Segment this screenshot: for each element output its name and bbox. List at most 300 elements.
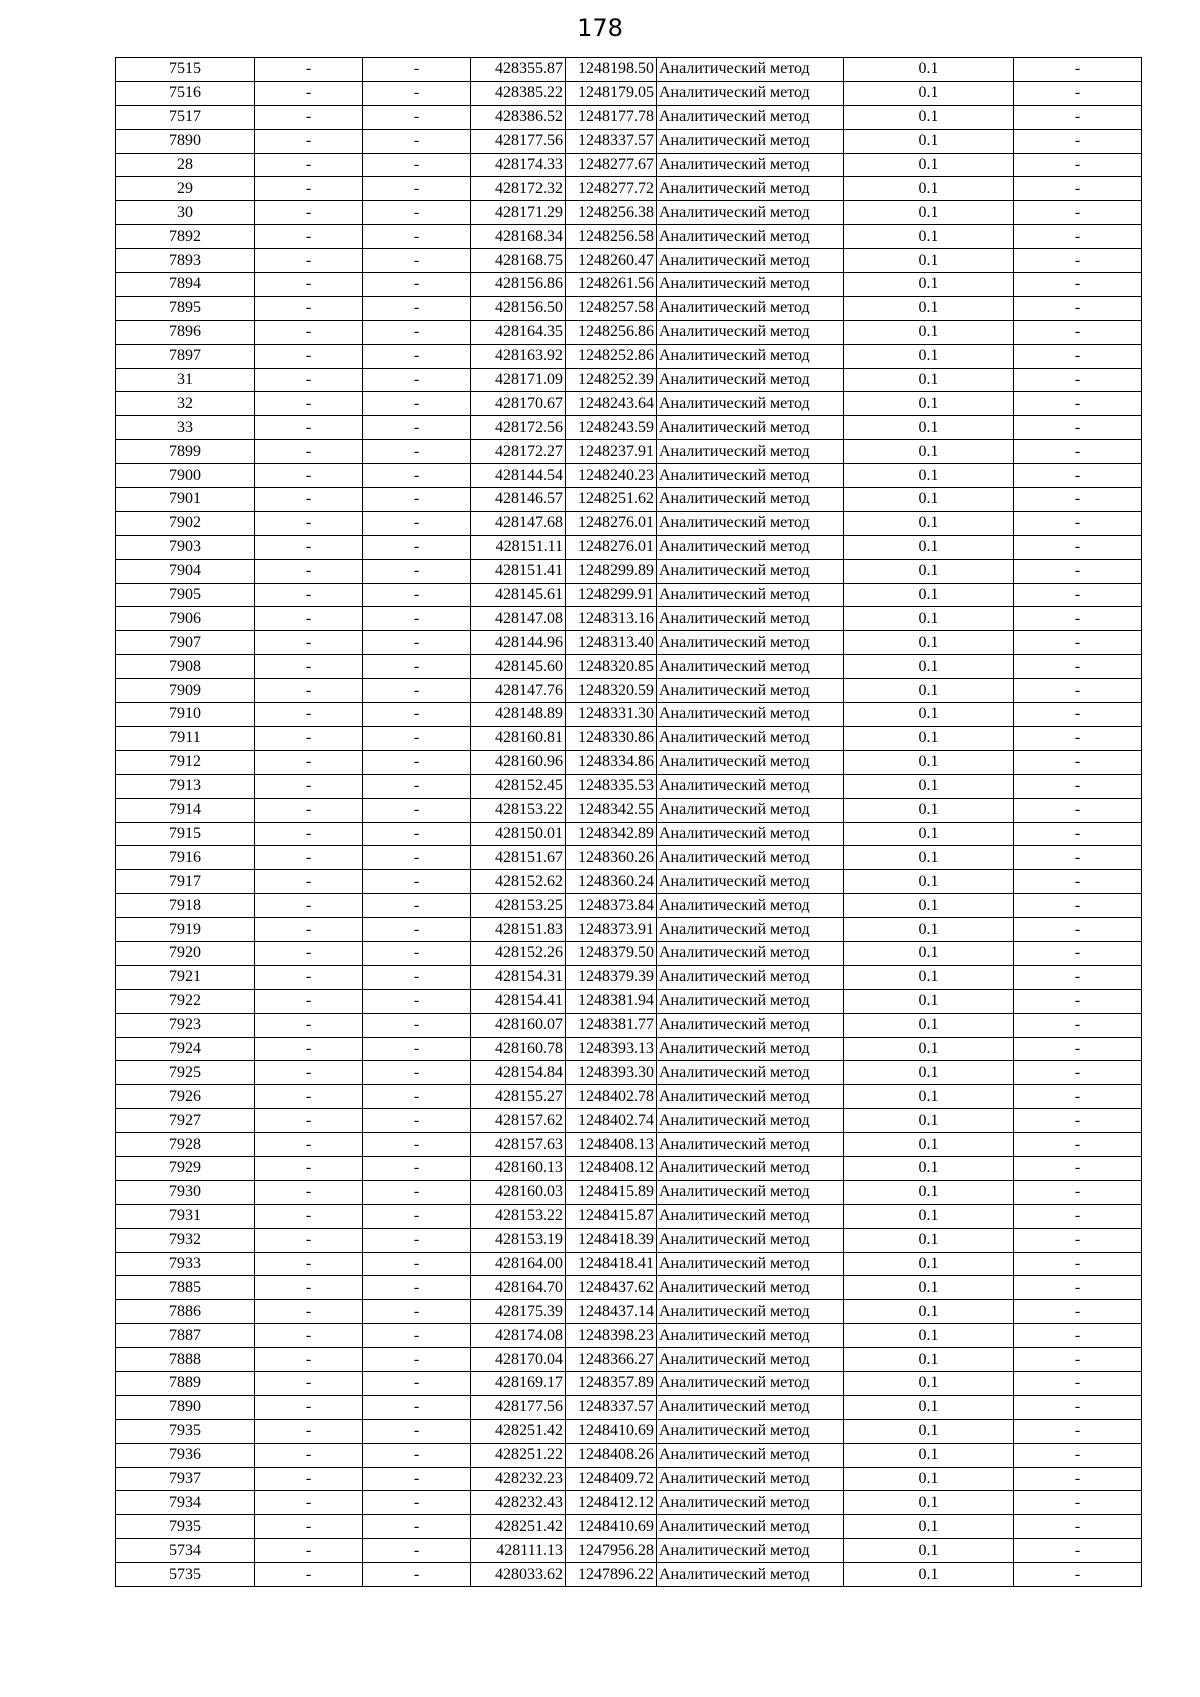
accuracy-cell: 0.1 (844, 1109, 1014, 1133)
accuracy-cell: 0.1 (844, 105, 1014, 129)
accuracy-cell: 0.1 (844, 249, 1014, 273)
method-cell: Аналитический метод (657, 320, 844, 344)
accuracy-cell: 0.1 (844, 559, 1014, 583)
coord-x-cell: 428386.52 (471, 105, 566, 129)
point-number-cell: 7913 (116, 774, 255, 798)
point-number-cell: 7904 (116, 559, 255, 583)
accuracy-cell: 0.1 (844, 1300, 1014, 1324)
accuracy-cell: 0.1 (844, 177, 1014, 201)
cell-empty-a-cell: - (255, 1491, 363, 1515)
accuracy-cell: 0.1 (844, 607, 1014, 631)
table-row (116, 320, 1142, 344)
cell-empty-c-cell: - (1014, 1204, 1142, 1228)
method-cell: Аналитический метод (657, 1013, 844, 1037)
coord-x-cell: 428172.32 (471, 177, 566, 201)
cell-empty-c-cell: - (1014, 870, 1142, 894)
table-row (116, 918, 1142, 942)
cell-empty-a-cell: - (255, 679, 363, 703)
method-cell: Аналитический метод (657, 392, 844, 416)
cell-empty-a-cell: - (255, 1085, 363, 1109)
coord-y-cell: 1248381.94 (566, 989, 657, 1013)
cell-empty-a-cell: - (255, 129, 363, 153)
cell-empty-c-cell: - (1014, 58, 1142, 82)
cell-empty-c-cell: - (1014, 1443, 1142, 1467)
cell-empty-b-cell: - (363, 989, 471, 1013)
cell-empty-b-cell: - (363, 1371, 471, 1395)
point-number-cell: 5734 (116, 1539, 255, 1563)
cell-empty-a-cell: - (255, 368, 363, 392)
accuracy-cell: 0.1 (844, 1228, 1014, 1252)
point-number-cell: 7892 (116, 225, 255, 249)
table-row (116, 464, 1142, 488)
cell-empty-c-cell: - (1014, 344, 1142, 368)
coord-x-cell: 428145.60 (471, 655, 566, 679)
cell-empty-a-cell: - (255, 440, 363, 464)
cell-empty-c-cell: - (1014, 1276, 1142, 1300)
accuracy-cell: 0.1 (844, 989, 1014, 1013)
table-row (116, 989, 1142, 1013)
table-row (116, 488, 1142, 512)
coord-x-cell: 428177.56 (471, 129, 566, 153)
cell-empty-a-cell: - (255, 225, 363, 249)
accuracy-cell: 0.1 (844, 1085, 1014, 1109)
cell-empty-b-cell: - (363, 1324, 471, 1348)
cell-empty-b-cell: - (363, 249, 471, 273)
coord-x-cell: 428145.61 (471, 583, 566, 607)
table-row (116, 1109, 1142, 1133)
point-number-cell: 7887 (116, 1324, 255, 1348)
table-row (116, 416, 1142, 440)
method-cell: Аналитический метод (657, 1467, 844, 1491)
coord-y-cell: 1248337.57 (566, 1395, 657, 1419)
cell-empty-b-cell: - (363, 1204, 471, 1228)
table-row (116, 679, 1142, 703)
cell-empty-a-cell: - (255, 1276, 363, 1300)
cell-empty-a-cell: - (255, 1563, 363, 1587)
table-row (116, 296, 1142, 320)
point-number-cell: 7897 (116, 344, 255, 368)
coord-x-cell: 428171.29 (471, 201, 566, 225)
cell-empty-b-cell: - (363, 1467, 471, 1491)
cell-empty-b-cell: - (363, 225, 471, 249)
cell-empty-a-cell: - (255, 1133, 363, 1157)
coord-y-cell: 1248402.78 (566, 1085, 657, 1109)
method-cell: Аналитический метод (657, 1085, 844, 1109)
cell-empty-a-cell: - (255, 1371, 363, 1395)
cell-empty-a-cell: - (255, 58, 363, 82)
coord-x-cell: 428164.00 (471, 1252, 566, 1276)
method-cell: Аналитический метод (657, 1156, 844, 1180)
point-number-cell: 7515 (116, 58, 255, 82)
accuracy-cell: 0.1 (844, 1324, 1014, 1348)
point-number-cell: 7912 (116, 750, 255, 774)
cell-empty-a-cell: - (255, 774, 363, 798)
table-row (116, 225, 1142, 249)
cell-empty-b-cell: - (363, 440, 471, 464)
coord-y-cell: 1248335.53 (566, 774, 657, 798)
cell-empty-b-cell: - (363, 726, 471, 750)
coord-x-cell: 428160.81 (471, 726, 566, 750)
table-row (116, 1348, 1142, 1372)
coord-x-cell: 428232.43 (471, 1491, 566, 1515)
coord-x-cell: 428160.03 (471, 1180, 566, 1204)
coord-y-cell: 1248408.13 (566, 1133, 657, 1157)
coord-y-cell: 1247956.28 (566, 1539, 657, 1563)
point-number-cell: 28 (116, 153, 255, 177)
method-cell: Аналитический метод (657, 296, 844, 320)
coord-y-cell: 1248320.85 (566, 655, 657, 679)
coord-y-cell: 1248313.16 (566, 607, 657, 631)
cell-empty-a-cell: - (255, 1539, 363, 1563)
cell-empty-b-cell: - (363, 273, 471, 297)
cell-empty-c-cell: - (1014, 535, 1142, 559)
coord-x-cell: 428171.09 (471, 368, 566, 392)
cell-empty-c-cell: - (1014, 559, 1142, 583)
cell-empty-b-cell: - (363, 1013, 471, 1037)
table-row (116, 392, 1142, 416)
cell-empty-b-cell: - (363, 894, 471, 918)
coord-y-cell: 1248415.87 (566, 1204, 657, 1228)
coord-x-cell: 428152.62 (471, 870, 566, 894)
cell-empty-c-cell: - (1014, 1539, 1142, 1563)
accuracy-cell: 0.1 (844, 440, 1014, 464)
method-cell: Аналитический метод (657, 1539, 844, 1563)
table-row (116, 153, 1142, 177)
method-cell: Аналитический метод (657, 511, 844, 535)
cell-empty-b-cell: - (363, 1443, 471, 1467)
cell-empty-b-cell: - (363, 1252, 471, 1276)
cell-empty-c-cell: - (1014, 583, 1142, 607)
table-row (116, 1443, 1142, 1467)
coord-x-cell: 428163.92 (471, 344, 566, 368)
table-row (116, 344, 1142, 368)
coord-y-cell: 1248320.59 (566, 679, 657, 703)
point-number-cell: 7924 (116, 1037, 255, 1061)
table-row (116, 249, 1142, 273)
cell-empty-c-cell: - (1014, 1180, 1142, 1204)
cell-empty-c-cell: - (1014, 1348, 1142, 1372)
cell-empty-b-cell: - (363, 1133, 471, 1157)
point-number-cell: 7910 (116, 703, 255, 727)
point-number-cell: 7903 (116, 535, 255, 559)
cell-empty-a-cell: - (255, 583, 363, 607)
coord-x-cell: 428174.33 (471, 153, 566, 177)
cell-empty-a-cell: - (255, 1395, 363, 1419)
table-row (116, 129, 1142, 153)
coord-y-cell: 1248418.41 (566, 1252, 657, 1276)
cell-empty-b-cell: - (363, 1563, 471, 1587)
cell-empty-c-cell: - (1014, 225, 1142, 249)
method-cell: Аналитический метод (657, 726, 844, 750)
point-number-cell: 29 (116, 177, 255, 201)
cell-empty-c-cell: - (1014, 1395, 1142, 1419)
method-cell: Аналитический метод (657, 1563, 844, 1587)
method-cell: Аналитический метод (657, 631, 844, 655)
cell-empty-c-cell: - (1014, 320, 1142, 344)
cell-empty-a-cell: - (255, 989, 363, 1013)
point-number-cell: 7925 (116, 1061, 255, 1085)
table-row (116, 511, 1142, 535)
table-row (116, 1515, 1142, 1539)
accuracy-cell: 0.1 (844, 798, 1014, 822)
coord-y-cell: 1248373.84 (566, 894, 657, 918)
cell-empty-c-cell: - (1014, 440, 1142, 464)
cell-empty-a-cell: - (255, 201, 363, 225)
accuracy-cell: 0.1 (844, 1276, 1014, 1300)
method-cell: Аналитический метод (657, 1395, 844, 1419)
coord-y-cell: 1248379.50 (566, 941, 657, 965)
coord-y-cell: 1248366.27 (566, 1348, 657, 1372)
coord-x-cell: 428170.67 (471, 392, 566, 416)
point-number-cell: 7927 (116, 1109, 255, 1133)
cell-empty-c-cell: - (1014, 846, 1142, 870)
coord-y-cell: 1248243.59 (566, 416, 657, 440)
cell-empty-b-cell: - (363, 511, 471, 535)
coord-y-cell: 1248409.72 (566, 1467, 657, 1491)
cell-empty-a-cell: - (255, 1419, 363, 1443)
cell-empty-a-cell: - (255, 249, 363, 273)
method-cell: Аналитический метод (657, 798, 844, 822)
method-cell: Аналитический метод (657, 1348, 844, 1372)
table-row (116, 1419, 1142, 1443)
coord-y-cell: 1248277.67 (566, 153, 657, 177)
accuracy-cell: 0.1 (844, 511, 1014, 535)
cell-empty-a-cell: - (255, 1013, 363, 1037)
method-cell: Аналитический метод (657, 464, 844, 488)
coord-x-cell: 428155.27 (471, 1085, 566, 1109)
cell-empty-a-cell: - (255, 941, 363, 965)
method-cell: Аналитический метод (657, 249, 844, 273)
cell-empty-c-cell: - (1014, 105, 1142, 129)
coord-x-cell: 428151.41 (471, 559, 566, 583)
accuracy-cell: 0.1 (844, 488, 1014, 512)
coord-x-cell: 428355.87 (471, 58, 566, 82)
point-number-cell: 7928 (116, 1133, 255, 1157)
coord-y-cell: 1248393.13 (566, 1037, 657, 1061)
coord-y-cell: 1248240.23 (566, 464, 657, 488)
coord-y-cell: 1248256.58 (566, 225, 657, 249)
accuracy-cell: 0.1 (844, 583, 1014, 607)
coord-x-cell: 428160.78 (471, 1037, 566, 1061)
point-number-cell: 7935 (116, 1419, 255, 1443)
table-row (116, 201, 1142, 225)
method-cell: Аналитический метод (657, 273, 844, 297)
point-number-cell: 7926 (116, 1085, 255, 1109)
point-number-cell: 7889 (116, 1371, 255, 1395)
table-row (116, 535, 1142, 559)
cell-empty-b-cell: - (363, 870, 471, 894)
cell-empty-a-cell: - (255, 320, 363, 344)
table-row (116, 798, 1142, 822)
table-row (116, 1061, 1142, 1085)
accuracy-cell: 0.1 (844, 1395, 1014, 1419)
cell-empty-a-cell: - (255, 1156, 363, 1180)
point-number-cell: 7914 (116, 798, 255, 822)
table-row (116, 81, 1142, 105)
cell-empty-b-cell: - (363, 464, 471, 488)
page-number: 178 (577, 14, 623, 42)
cell-empty-b-cell: - (363, 296, 471, 320)
method-cell: Аналитический метод (657, 440, 844, 464)
table-row (116, 1204, 1142, 1228)
cell-empty-c-cell: - (1014, 81, 1142, 105)
accuracy-cell: 0.1 (844, 1204, 1014, 1228)
table-row (116, 1085, 1142, 1109)
coord-y-cell: 1248177.78 (566, 105, 657, 129)
cell-empty-a-cell: - (255, 870, 363, 894)
table-row (116, 273, 1142, 297)
cell-empty-b-cell: - (363, 1491, 471, 1515)
cell-empty-c-cell: - (1014, 1109, 1142, 1133)
cell-empty-a-cell: - (255, 918, 363, 942)
point-number-cell: 7937 (116, 1467, 255, 1491)
coord-y-cell: 1248337.57 (566, 129, 657, 153)
coord-y-cell: 1248381.77 (566, 1013, 657, 1037)
accuracy-cell: 0.1 (844, 201, 1014, 225)
cell-empty-c-cell: - (1014, 798, 1142, 822)
coord-x-cell: 428177.56 (471, 1395, 566, 1419)
cell-empty-c-cell: - (1014, 177, 1142, 201)
method-cell: Аналитический метод (657, 774, 844, 798)
accuracy-cell: 0.1 (844, 392, 1014, 416)
method-cell: Аналитический метод (657, 822, 844, 846)
point-number-cell: 7899 (116, 440, 255, 464)
accuracy-cell: 0.1 (844, 129, 1014, 153)
cell-empty-c-cell: - (1014, 1324, 1142, 1348)
coord-x-cell: 428111.13 (471, 1539, 566, 1563)
cell-empty-b-cell: - (363, 822, 471, 846)
accuracy-cell: 0.1 (844, 81, 1014, 105)
cell-empty-a-cell: - (255, 726, 363, 750)
coord-x-cell: 428156.50 (471, 296, 566, 320)
coord-x-cell: 428147.68 (471, 511, 566, 535)
table-row (116, 1371, 1142, 1395)
cell-empty-b-cell: - (363, 1061, 471, 1085)
cell-empty-a-cell: - (255, 488, 363, 512)
table-row (116, 846, 1142, 870)
accuracy-cell: 0.1 (844, 464, 1014, 488)
cell-empty-c-cell: - (1014, 1371, 1142, 1395)
cell-empty-a-cell: - (255, 105, 363, 129)
cell-empty-c-cell: - (1014, 607, 1142, 631)
coord-y-cell: 1248410.69 (566, 1419, 657, 1443)
coord-y-cell: 1248415.89 (566, 1180, 657, 1204)
cell-empty-b-cell: - (363, 368, 471, 392)
table-row (116, 1467, 1142, 1491)
method-cell: Аналитический метод (657, 1204, 844, 1228)
table-row (116, 440, 1142, 464)
coord-x-cell: 428251.42 (471, 1419, 566, 1443)
method-cell: Аналитический метод (657, 1443, 844, 1467)
cell-empty-c-cell: - (1014, 273, 1142, 297)
coord-x-cell: 428148.89 (471, 703, 566, 727)
method-cell: Аналитический метод (657, 1491, 844, 1515)
coord-y-cell: 1248437.14 (566, 1300, 657, 1324)
cell-empty-b-cell: - (363, 1419, 471, 1443)
accuracy-cell: 0.1 (844, 1467, 1014, 1491)
accuracy-cell: 0.1 (844, 655, 1014, 679)
cell-empty-a-cell: - (255, 464, 363, 488)
method-cell: Аналитический метод (657, 750, 844, 774)
accuracy-cell: 0.1 (844, 416, 1014, 440)
point-number-cell: 7920 (116, 941, 255, 965)
accuracy-cell: 0.1 (844, 679, 1014, 703)
coord-y-cell: 1248360.26 (566, 846, 657, 870)
point-number-cell: 5735 (116, 1563, 255, 1587)
accuracy-cell: 0.1 (844, 1515, 1014, 1539)
cell-empty-a-cell: - (255, 798, 363, 822)
coord-y-cell: 1248408.12 (566, 1156, 657, 1180)
table-row (116, 1133, 1142, 1157)
coord-x-cell: 428164.35 (471, 320, 566, 344)
cell-empty-b-cell: - (363, 1395, 471, 1419)
method-cell: Аналитический метод (657, 583, 844, 607)
cell-empty-b-cell: - (363, 153, 471, 177)
table-row (116, 1037, 1142, 1061)
coord-y-cell: 1248398.23 (566, 1324, 657, 1348)
table-row (116, 822, 1142, 846)
method-cell: Аналитический метод (657, 965, 844, 989)
cell-empty-a-cell: - (255, 846, 363, 870)
cell-empty-b-cell: - (363, 488, 471, 512)
coord-y-cell: 1248330.86 (566, 726, 657, 750)
cell-empty-b-cell: - (363, 655, 471, 679)
method-cell: Аналитический метод (657, 535, 844, 559)
cell-empty-b-cell: - (363, 1228, 471, 1252)
table-row (116, 726, 1142, 750)
cell-empty-c-cell: - (1014, 1563, 1142, 1587)
coord-y-cell: 1248276.01 (566, 535, 657, 559)
table-row (116, 750, 1142, 774)
cell-empty-a-cell: - (255, 703, 363, 727)
cell-empty-c-cell: - (1014, 965, 1142, 989)
cell-empty-c-cell: - (1014, 488, 1142, 512)
method-cell: Аналитический метод (657, 225, 844, 249)
cell-empty-c-cell: - (1014, 1419, 1142, 1443)
cell-empty-c-cell: - (1014, 416, 1142, 440)
table-row (116, 1276, 1142, 1300)
coord-y-cell: 1247896.22 (566, 1563, 657, 1587)
coord-x-cell: 428168.34 (471, 225, 566, 249)
table-row (116, 1228, 1142, 1252)
accuracy-cell: 0.1 (844, 846, 1014, 870)
point-number-cell: 7922 (116, 989, 255, 1013)
cell-empty-c-cell: - (1014, 1252, 1142, 1276)
table-row (116, 965, 1142, 989)
method-cell: Аналитический метод (657, 1180, 844, 1204)
coord-x-cell: 428160.96 (471, 750, 566, 774)
coord-y-cell: 1248256.38 (566, 201, 657, 225)
accuracy-cell: 0.1 (844, 941, 1014, 965)
cell-empty-b-cell: - (363, 559, 471, 583)
coord-y-cell: 1248342.55 (566, 798, 657, 822)
table-row (116, 58, 1142, 82)
cell-empty-a-cell: - (255, 81, 363, 105)
accuracy-cell: 0.1 (844, 58, 1014, 82)
point-number-cell: 7909 (116, 679, 255, 703)
cell-empty-b-cell: - (363, 965, 471, 989)
cell-empty-a-cell: - (255, 965, 363, 989)
accuracy-cell: 0.1 (844, 1037, 1014, 1061)
point-number-cell: 7901 (116, 488, 255, 512)
accuracy-cell: 0.1 (844, 1156, 1014, 1180)
table-row (116, 655, 1142, 679)
coord-x-cell: 428160.07 (471, 1013, 566, 1037)
coord-y-cell: 1248276.01 (566, 511, 657, 535)
cell-empty-c-cell: - (1014, 201, 1142, 225)
table-row (116, 368, 1142, 392)
coord-y-cell: 1248257.58 (566, 296, 657, 320)
